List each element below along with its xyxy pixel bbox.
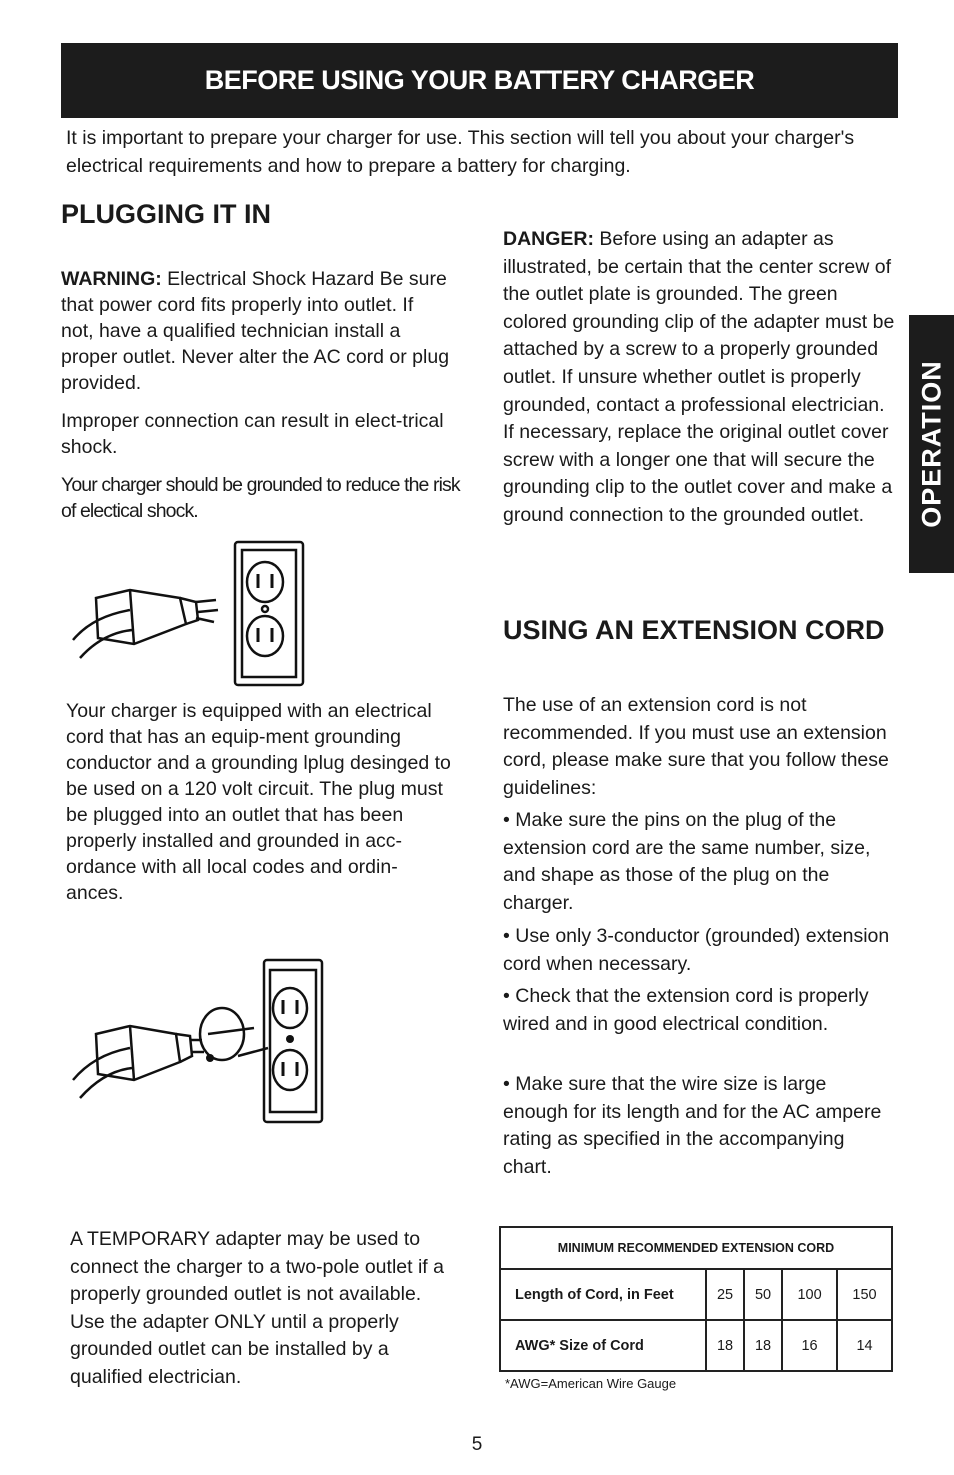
section-banner [61, 43, 898, 118]
section-title: BEFORE USING YOUR BATTERY CHARGER [204, 65, 755, 95]
table-cell: 16 [782, 1320, 837, 1371]
operation-side-tab [909, 315, 954, 573]
danger-text: Before using an adapter as illustrated, be certain that the center screw of the outlet plate is grounded. The green colored grounding clip of the adapter must be attached by a screw to a properly grounded outlet. If unsure whether outlet is properly grounded, contact a professional electrician. If necessary, replace the original outlet cover screw with a longer one that will secure the grounding clip to the outlet cover and make a ground connection to the grounded outlet. [503, 228, 895, 526]
danger-label: DANGER: [503, 228, 594, 250]
guideline-bullet: • Use only 3-conductor (grounded) extension cord when necessary. [503, 925, 890, 975]
table-row [500, 1269, 892, 1320]
improper-connection-text: Improper connection can result in elect-trical shock. [61, 410, 444, 458]
guideline-bullet: • Check that the extension cord is properly wired and in good electrical condition. [503, 985, 869, 1035]
extension-heading: USING AN EXTENSION CORD [503, 615, 885, 645]
warning-paragraph [61, 266, 451, 396]
table-cell: 100 [782, 1269, 837, 1320]
table-cell: 50 [744, 1269, 782, 1320]
danger-paragraph [503, 226, 895, 530]
guideline-bullet: • Make sure the pins on the plug of the extension cord are the same number, size, and shape as those of the plug on the charger. [503, 809, 871, 914]
table-title: MINIMUM RECOMMENDED EXTENSION CORD [500, 1227, 892, 1269]
adapter-outlet-illustration [68, 958, 328, 1128]
table-cell: 150 [837, 1269, 892, 1320]
plugging-heading: PLUGGING IT IN [61, 199, 272, 229]
warning-label: WARNING: [61, 268, 162, 290]
intro-paragraph: It is important to prepare your charger for use. This section will tell you about your charger's electrical requirements and how to prepare a battery for charging. [66, 127, 855, 177]
table-footnote: *AWG=American Wire Gauge [505, 1376, 677, 1391]
side-tab-label: OPERATION [916, 360, 946, 528]
table-cell: 18 [706, 1320, 744, 1371]
extension-cord-table [499, 1226, 893, 1372]
plug-outlet-illustration [68, 540, 313, 688]
temporary-adapter-paragraph: A TEMPORARY adapter may be used to connect the charger to a two-pole outlet if a properly grounded outlet is not available. Use the adapter ONLY until a properly grounded outlet can be installed by a qualified electrician. [70, 1228, 444, 1388]
table-cell: 25 [706, 1269, 744, 1320]
warning-text: Electrical Shock Hazard Be sure that power cord fits properly into outlet. If not, have a qualified technician install a proper outlet. Never alter the AC cord or plug provided. [61, 268, 450, 394]
equipped-paragraph: Your charger is equipped with an electrical cord that has an equip-ment grounding conductor and a grounding lplug desinged to be used on a 120 volt circuit. The plug must be plugged into an outlet that has been properly installed and grounded in acc-ordance with all local codes and ordin-ances. [66, 700, 451, 904]
extension-intro: The use of an extension cord is not recommended. If you must use an extension cord, please make sure that you follow these guidelines: [503, 694, 889, 799]
table-cell: 14 [837, 1320, 892, 1371]
table-cell: 18 [744, 1320, 782, 1371]
guideline-bullet: • Make sure that the wire size is large enough for its length and for the AC ampere rating as specified in the accompanying chart. [503, 1073, 882, 1178]
table-header-row [500, 1227, 892, 1269]
table-row [500, 1320, 892, 1371]
row-label: AWG* Size of Cord [500, 1320, 706, 1371]
page-number: 5 [471, 1434, 483, 1455]
row-label: Length of Cord, in Feet [500, 1269, 706, 1320]
grounded-text: Your charger should be grounded to reduce the risk of electical shock. [61, 474, 460, 522]
